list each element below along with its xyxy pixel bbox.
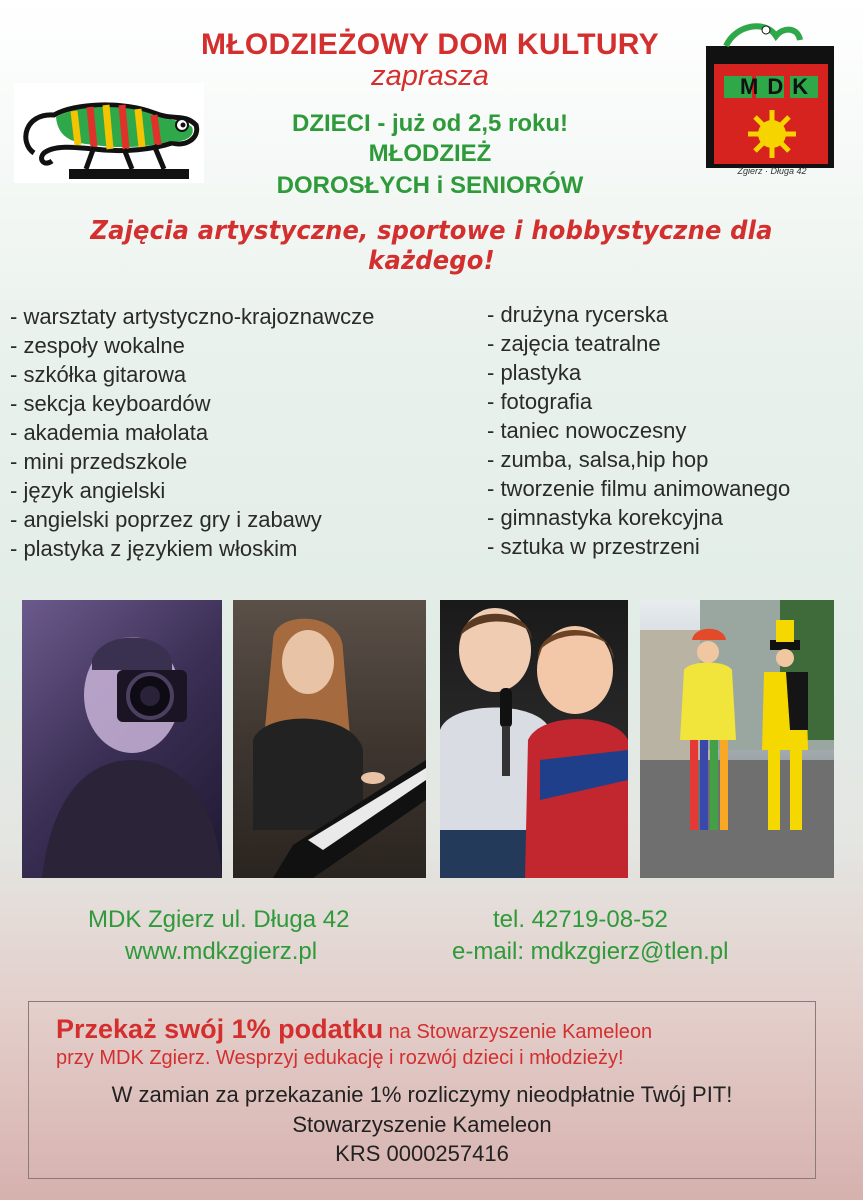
list-item: - mini przedszkole [10,449,188,474]
list-item: - warsztaty artystyczno-krajoznawcze [10,304,375,329]
email-link[interactable]: e-mail: mdkzgierz@tlen.pl [452,938,729,965]
list-item: - plastyka z językiem włoskim [10,536,298,561]
photo-stilt-walkers [640,600,834,878]
list-item: - gimnastyka korekcyjna [487,505,723,530]
list-item: - zajęcia teatralne [487,331,661,356]
audience-children: DZIECI - już od 2,5 roku! [291,110,568,137]
list-item: - plastyka [487,360,582,385]
list-item: - akademia małolata [10,420,209,445]
donation-headline [56,1014,652,1045]
logo-letter-m: M [740,74,768,99]
chameleon-icon [14,83,204,183]
donation-headline-rest: na Stowarzyszenie Kameleon [383,1021,653,1043]
photo-children-singing [440,600,628,878]
donation-organization: Stowarzyszenie Kameleon [292,1112,552,1137]
audience-adults: DOROSŁYCH i SENIORÓW [276,172,584,199]
list-item: - zespoły wokalne [10,333,185,358]
list-item: - fotografia [487,389,593,414]
activities-list-right [487,300,857,561]
list-item: - drużyna rycerska [487,302,668,327]
page-subtitle: zaprasza [371,60,489,92]
list-item: - sztuka w przestrzeni [487,534,700,559]
activities-list-left [10,302,470,563]
logo-letter-k: K [792,74,818,99]
donation-line2: przy MDK Zgierz. Wesprzyj edukację i rozwój dzieci i młodzieży! [56,1047,624,1069]
contact-address: MDK Zgierz ul. Długa 42 [88,906,350,933]
logo-letter-d: D [767,74,793,99]
donation-headline-bold: Przekaż swój 1% podatku [56,1014,384,1044]
list-item: - język angielski [10,478,166,503]
list-item: - tworzenie filmu animowanego [487,476,791,501]
website-link[interactable]: www.mdkzgierz.pl [125,938,318,965]
photo-pianist [233,600,426,878]
tagline: Zajęcia artystyczne, sportowe i hobbystyczne dla każdego! [90,216,773,276]
chameleon-logo [14,83,204,183]
mdk-logo [706,16,836,181]
donation-line3: W zamian za przekazanie 1% rozliczymy nieodpłatnie Twój PIT! [111,1082,733,1107]
list-item: - zumba, salsa,hip hop [487,447,709,472]
list-item: - taniec nowoczesny [487,418,687,443]
audience-youth: MŁODZIEŻ [368,140,492,167]
list-item: - szkółka gitarowa [10,362,187,387]
photo-photographer [22,600,222,878]
page-title: MŁODZIEŻOWY DOM KULTURY [201,28,659,61]
logo-caption: Zgierz · Długa 42 [737,166,807,176]
donation-krs: KRS 0000257416 [335,1141,509,1166]
list-item: - angielski poprzez gry i zabawy [10,507,322,532]
contact-phone: tel. 42719-08-52 [493,906,668,933]
list-item: - sekcja keyboardów [10,391,211,416]
